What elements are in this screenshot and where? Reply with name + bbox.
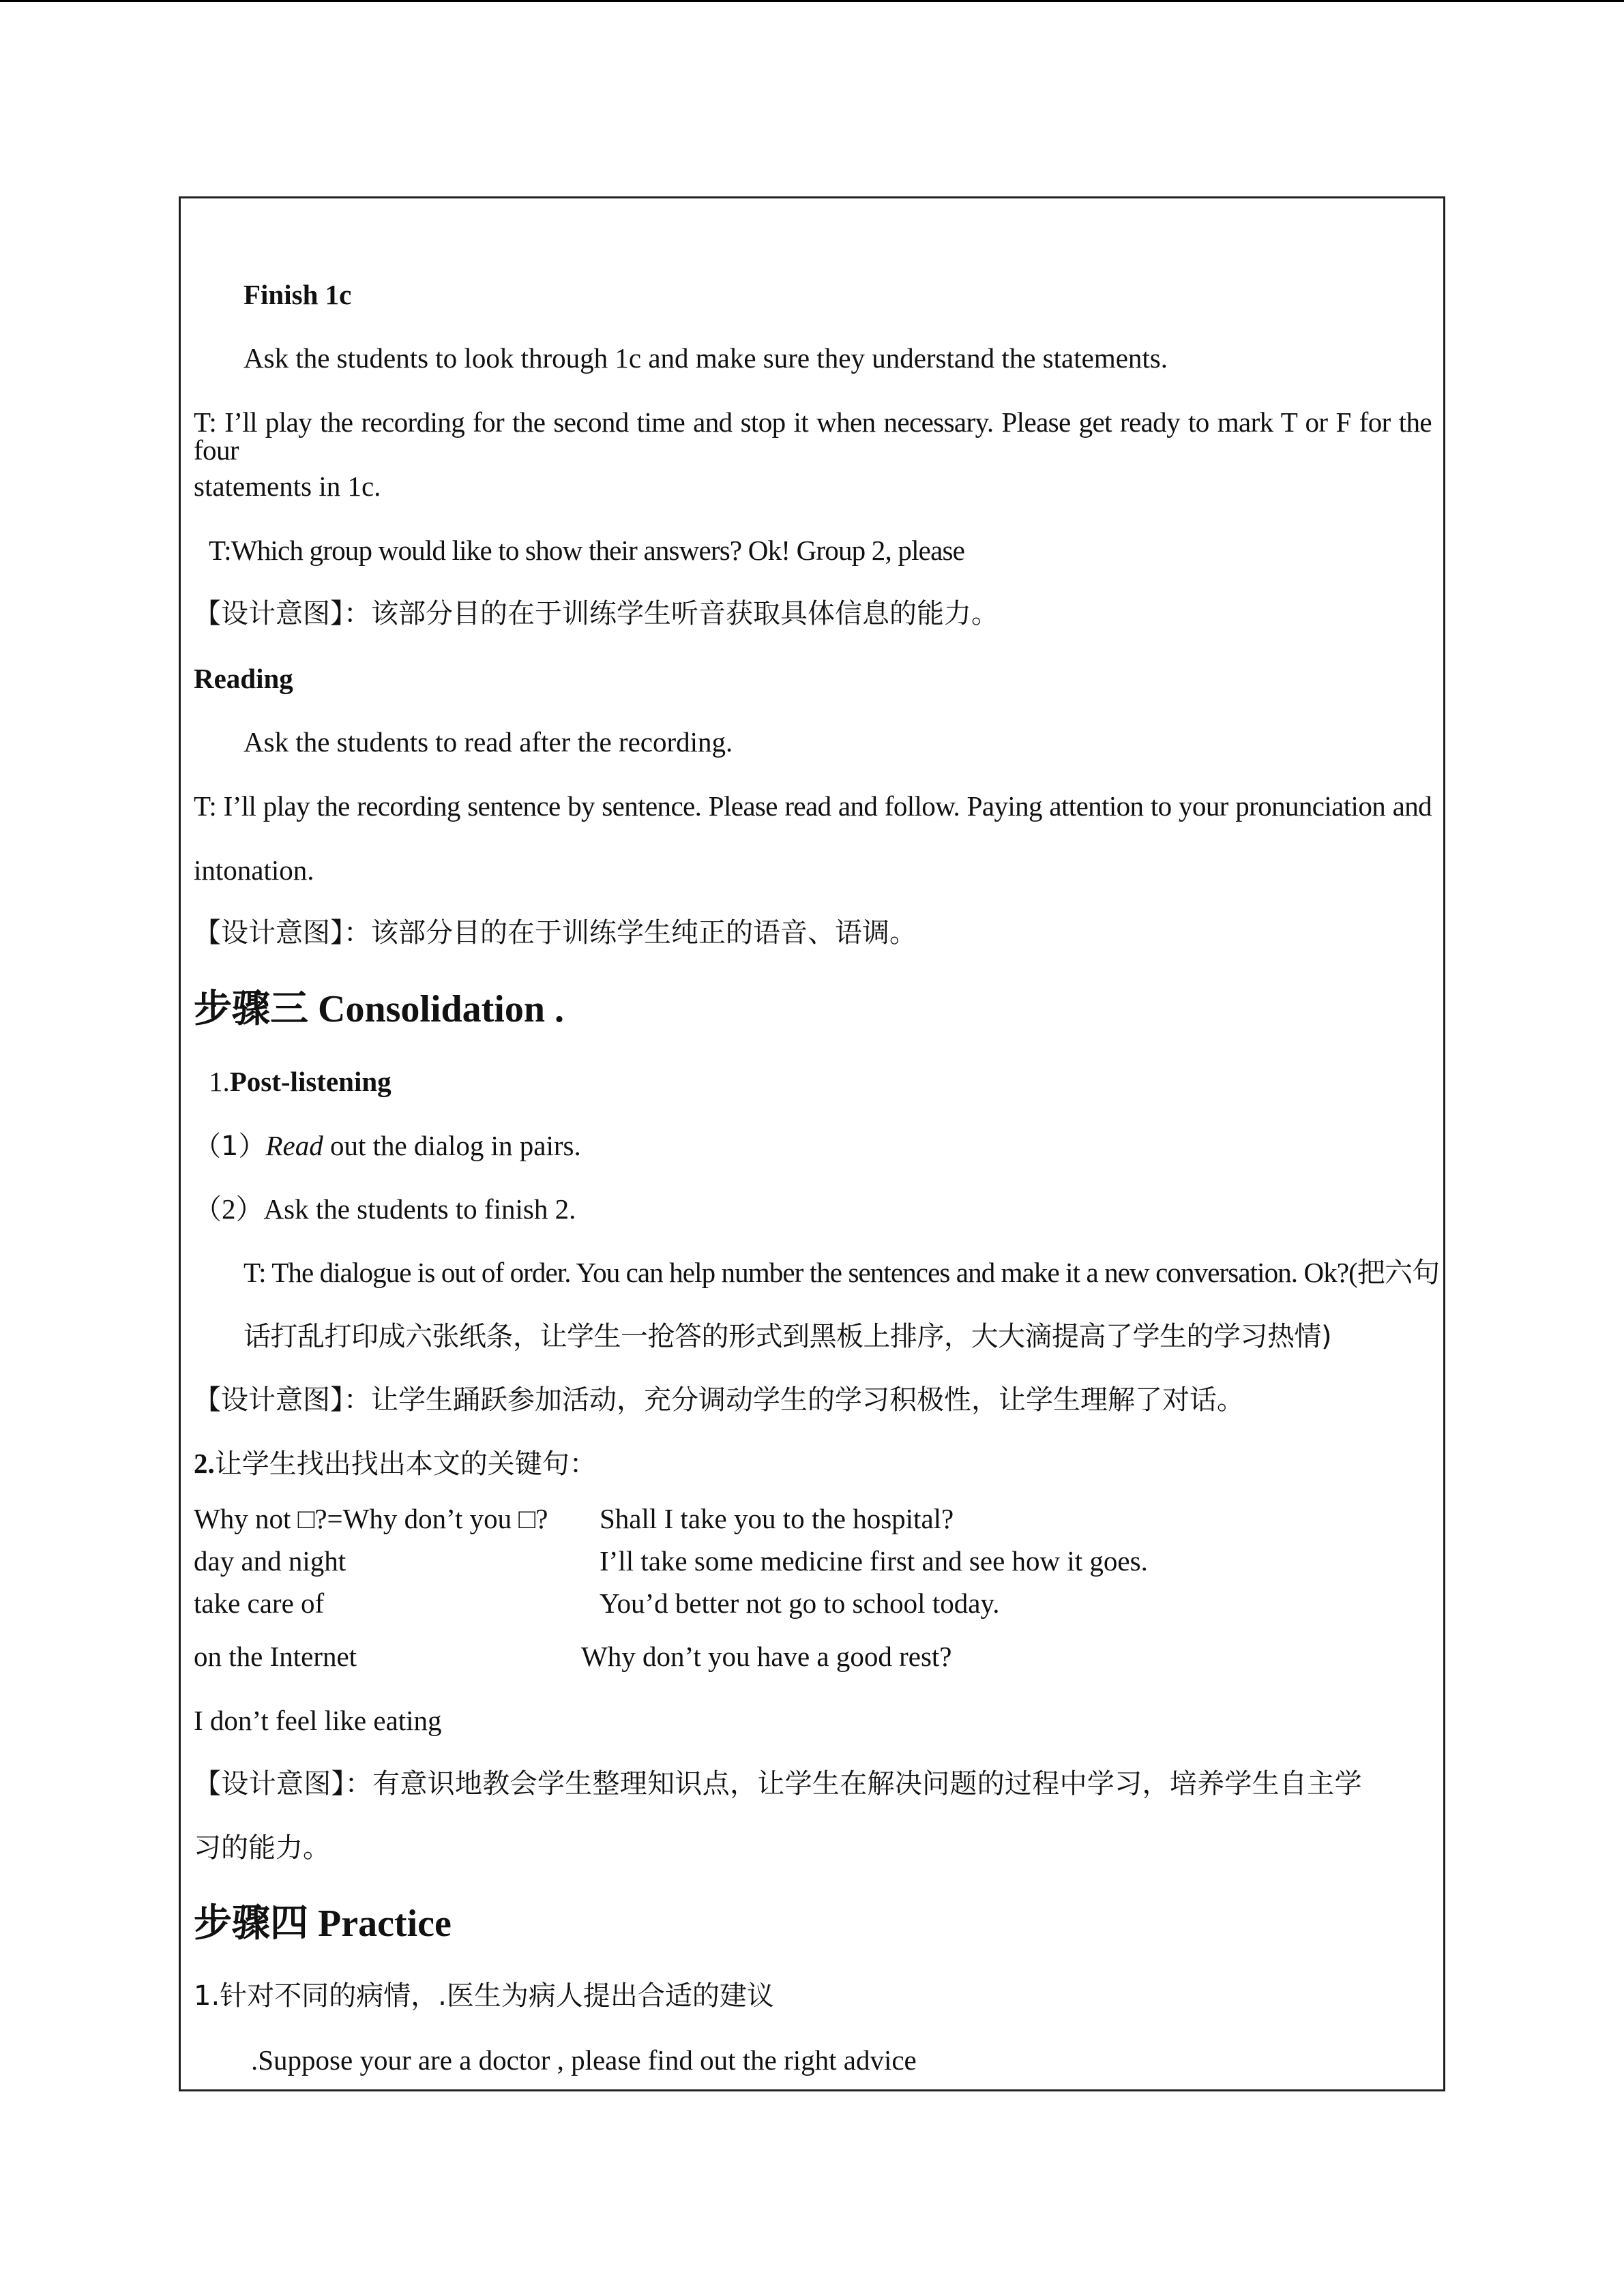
key-sentences-number: 2. [194, 1448, 215, 1479]
finish-1c-teacher-line-2: statements in 1c. [194, 471, 381, 502]
reading-teacher-line-1: T: I’ll play the recording sentence by sentence. Please read and follow. Paying attention to your pronunciation and [194, 790, 1432, 822]
key-sentences-label: 让学生找出找出本文的关键句： [214, 1448, 597, 1480]
key-sentence: You’d better not go to school today. [600, 1587, 1000, 1619]
step3-item-1-read: Read [265, 1130, 323, 1161]
page-top-rule [0, 0, 1624, 2]
reading-design-intent: 【设计意图】：该部分目的在于训练学生纯正的语音、语调。 [194, 917, 917, 949]
finish-1c-instruction: Ask the students to look through 1c and make sure they understand the statements. [243, 342, 1168, 374]
step3-item-1-number: （1） [194, 1131, 266, 1162]
key-phrase: Why not □?=Why don’t you □? [194, 1503, 548, 1534]
reading-teacher-line-2: intonation. [194, 854, 314, 886]
post-listening-subheading [209, 1068, 392, 1096]
finish-1c-design-intent: 【设计意图】：该部分目的在于训练学生听音获取具体信息的能力。 [194, 598, 999, 629]
step3-teacher-line-2: 话打乱打印成六张纸条，让学生一抢答的形式到黑板上排序，大大滴提高了学生的学习热情) [243, 1321, 1332, 1352]
finish-1c-teacher-line-1: T: I’ll play the recording for the second time and stop it when necessary. Please get ready to mark T or F for the four [194, 406, 1432, 466]
step4-heading: 步骤四 Practice [194, 1903, 452, 1945]
step3-item-2: （2）Ask the students to finish 2. [194, 1193, 576, 1225]
step4-item-1: 1.针对不同的病情，.医生为病人提出合适的建议 [194, 1980, 774, 2012]
post-listening-label: Post-listening [229, 1066, 392, 1097]
key-sentence: Shall I take you to the hospital? [600, 1503, 954, 1534]
step3-item-1-rest: out the dialog in pairs. [323, 1130, 581, 1161]
step3-heading: 步骤三 Consolidation . [194, 988, 564, 1030]
reading-heading: Reading [194, 663, 293, 694]
key-phrase: on the Internet [194, 1641, 357, 1672]
key-phrase: take care of [194, 1587, 325, 1619]
post-listening-number: 1. [209, 1066, 230, 1097]
step3-design-intent: 【设计意图】：让学生踊跃参加活动，充分调动学生的学习积极性，让学生理解了对话。 [194, 1384, 1244, 1416]
step3-teacher-line-1: T: The dialogue is out of order. You can help number the sentences and make it a new conversation. Ok?(把六句 [243, 1257, 1440, 1288]
reading-instruction: Ask the students to read after the recording. [243, 726, 733, 758]
key-sentence: Why don’t you have a good rest? [581, 1641, 952, 1672]
step3-item-1 [194, 1132, 581, 1160]
key-sentences-design-intent-line-2: 习的能力。 [194, 1832, 330, 1864]
finish-1c-teacher-question: T:Which group would like to show their answers? Ok! Group 2, please [209, 535, 965, 566]
key-phrase: day and night [194, 1545, 346, 1577]
step4-item-1-english: .Suppose your are a doctor , please find out the right advice [251, 2044, 917, 2076]
key-sentences-subheading [194, 1450, 597, 1478]
key-sentences-design-intent-line-1: 【设计意图】：有意识地教会学生整理知识点，让学生在解决问题的过程中学习，培养学生自主学 [194, 1768, 1362, 1800]
finish-1c-heading: Finish 1c [243, 279, 352, 310]
key-phrase: I don’t feel like eating [194, 1705, 442, 1736]
key-sentence: I’ll take some medicine first and see how it goes. [600, 1545, 1148, 1577]
